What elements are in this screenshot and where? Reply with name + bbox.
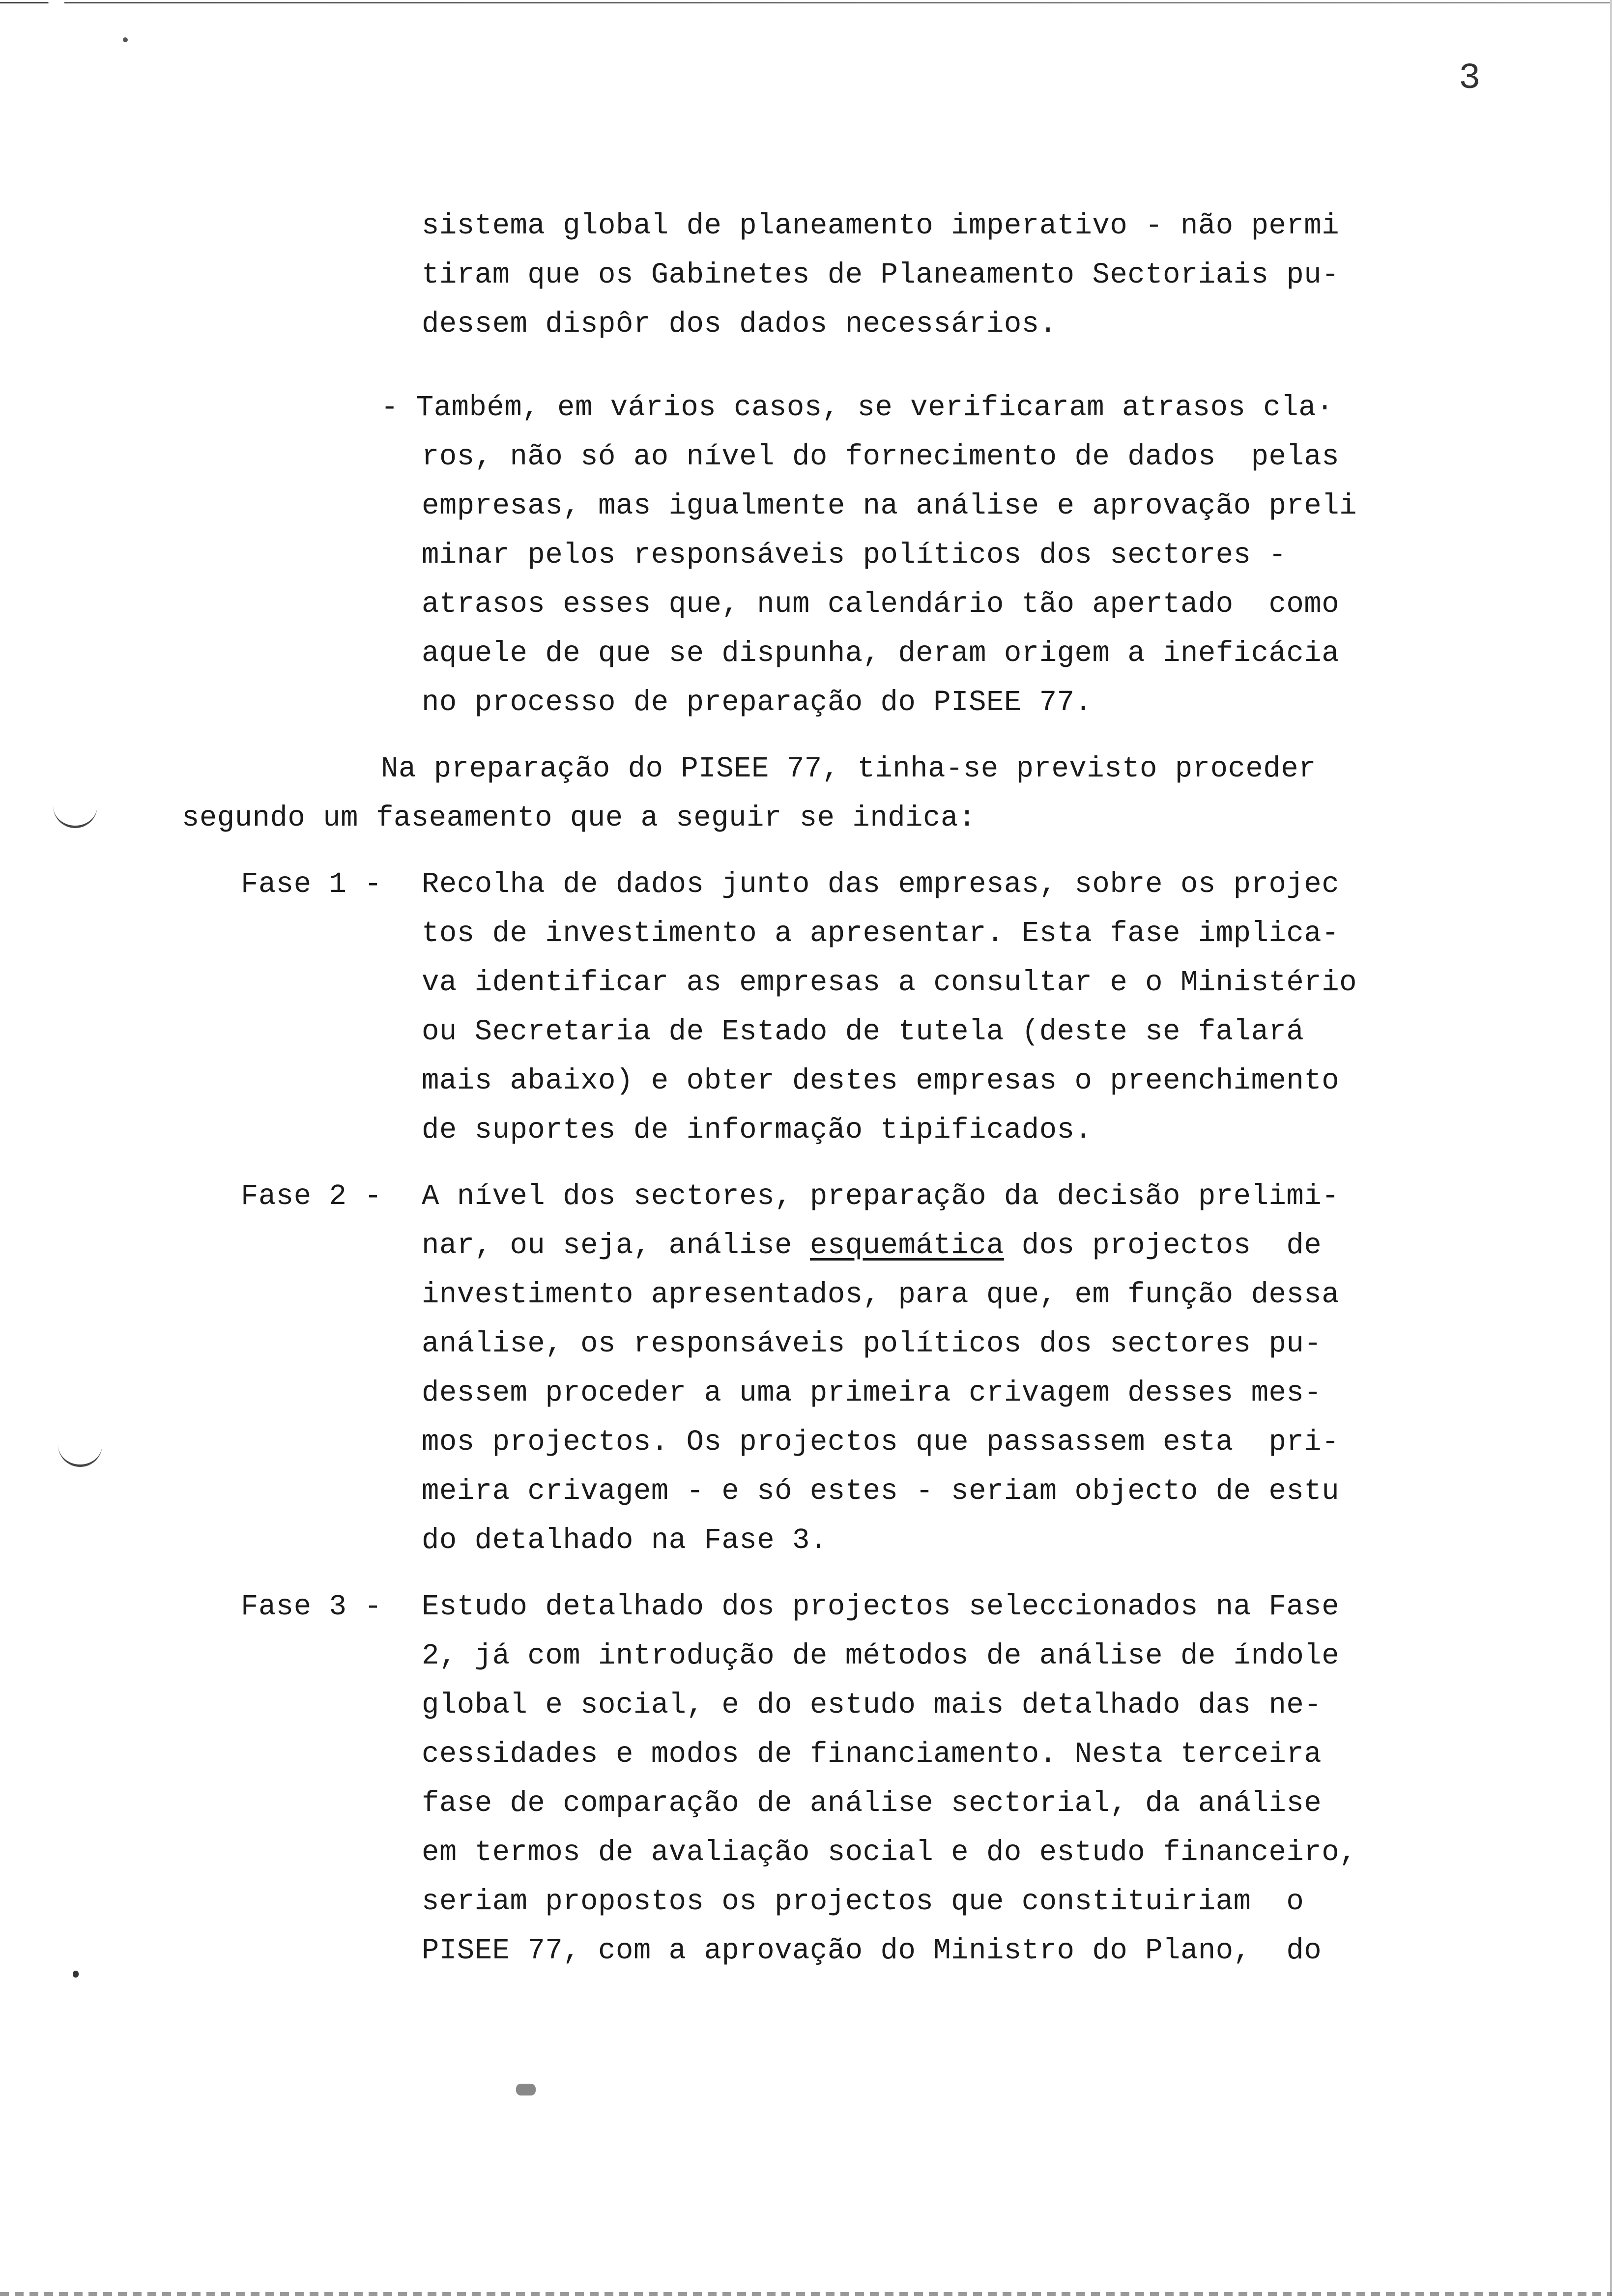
text-line: análise, os responsáveis políticos dos sectores pu- bbox=[422, 1327, 1322, 1360]
text-fragment: nar, ou seja, análise bbox=[422, 1229, 810, 1262]
text-line: seriam propostos os projectos que constituiriam o bbox=[422, 1885, 1304, 1918]
text-line: empresas, mas igualmente na análise e aprovação preli bbox=[422, 489, 1357, 522]
bullet-line: - Também, em vários casos, se verificaram atrasos cla· bbox=[381, 391, 1334, 424]
text-line: do detalhado na Fase 3. bbox=[422, 1524, 828, 1557]
underlined-word: esquemática bbox=[809, 1229, 1004, 1262]
margin-arc-mark bbox=[58, 1445, 102, 1467]
phase-label: Fase 1 - bbox=[241, 868, 382, 901]
text-line: va identificar as empresas a consultar e o Ministério bbox=[422, 966, 1357, 999]
text-line: no processo de preparação do PISEE 77. bbox=[422, 686, 1093, 719]
text-line: A nível dos sectores, preparação da decisão prelimi- bbox=[422, 1180, 1340, 1213]
text-line: de suportes de informação tipificados. bbox=[422, 1114, 1093, 1147]
text-line: meira crivagem - e só estes - seriam objecto de estu bbox=[422, 1475, 1340, 1508]
margin-arc-mark bbox=[53, 806, 97, 828]
text-line: aquele de que se dispunha, deram origem a ineficácia bbox=[422, 637, 1340, 670]
text-line: fase de comparação de análise sectorial, da análise bbox=[422, 1787, 1322, 1820]
text-line: sistema global de planeamento imperativo - não permi bbox=[422, 209, 1340, 242]
text-line: Na preparação do PISEE 77, tinha-se previsto proceder bbox=[381, 752, 1317, 785]
scan-edge-top bbox=[0, 2, 1612, 3]
text-line: investimento apresentados, para que, em função dessa bbox=[422, 1278, 1340, 1311]
page-number: 3 bbox=[1459, 58, 1483, 99]
text-line: minar pelos responsáveis políticos dos sectores - bbox=[422, 539, 1287, 572]
text-line: tos de investimento a apresentar. Esta fase implica- bbox=[422, 917, 1340, 950]
speck-mark bbox=[123, 37, 128, 42]
text-line: dessem proceder a uma primeira crivagem desses mes- bbox=[422, 1377, 1322, 1409]
text-line: cessidades e modos de financiamento. Nesta terceira bbox=[422, 1738, 1322, 1771]
phase-label: Fase 3 - bbox=[241, 1590, 382, 1623]
speck-mark bbox=[73, 1971, 79, 1978]
text-line: mais abaixo) e obter destes empresas o preenchimento bbox=[422, 1064, 1340, 1097]
scan-edge-right bbox=[1610, 0, 1612, 2296]
text-line: 2, já com introdução de métodos de análise de índole bbox=[422, 1639, 1340, 1672]
text-line: atrasos esses que, num calendário tão apertado como bbox=[422, 588, 1340, 621]
text-line: segundo um faseamento que a seguir se indica: bbox=[182, 802, 976, 834]
phase-label: Fase 2 - bbox=[241, 1180, 382, 1213]
text-fragment: dos projectos de bbox=[1004, 1229, 1322, 1262]
text-line: PISEE 77, com a aprovação do Ministro do Plano, do bbox=[422, 1934, 1322, 1967]
text-line: tiram que os Gabinetes de Planeamento Sectoriais pu- bbox=[422, 258, 1340, 291]
text-line: Estudo detalhado dos projectos seleccionados na Fase bbox=[422, 1590, 1340, 1623]
text-line: ros, não só ao nível do fornecimento de dados pelas bbox=[422, 440, 1340, 473]
scan-edge-bottom bbox=[0, 2292, 1612, 2296]
text-line: global e social, e do estudo mais detalhado das ne- bbox=[422, 1689, 1322, 1722]
text-line: Recolha de dados junto das empresas, sobre os projec bbox=[422, 868, 1340, 901]
text-line: em termos de avaliação social e do estudo financeiro, bbox=[422, 1836, 1357, 1869]
text-line: mos projectos. Os projectos que passassem esta pri- bbox=[422, 1426, 1340, 1459]
text-line: dessem dispôr dos dados necessários. bbox=[422, 308, 1057, 341]
text-line: ou Secretaria de Estado de tutela (deste se falará bbox=[422, 1015, 1304, 1048]
speck-mark bbox=[516, 2084, 536, 2095]
text-line bbox=[422, 1221, 1322, 1270]
